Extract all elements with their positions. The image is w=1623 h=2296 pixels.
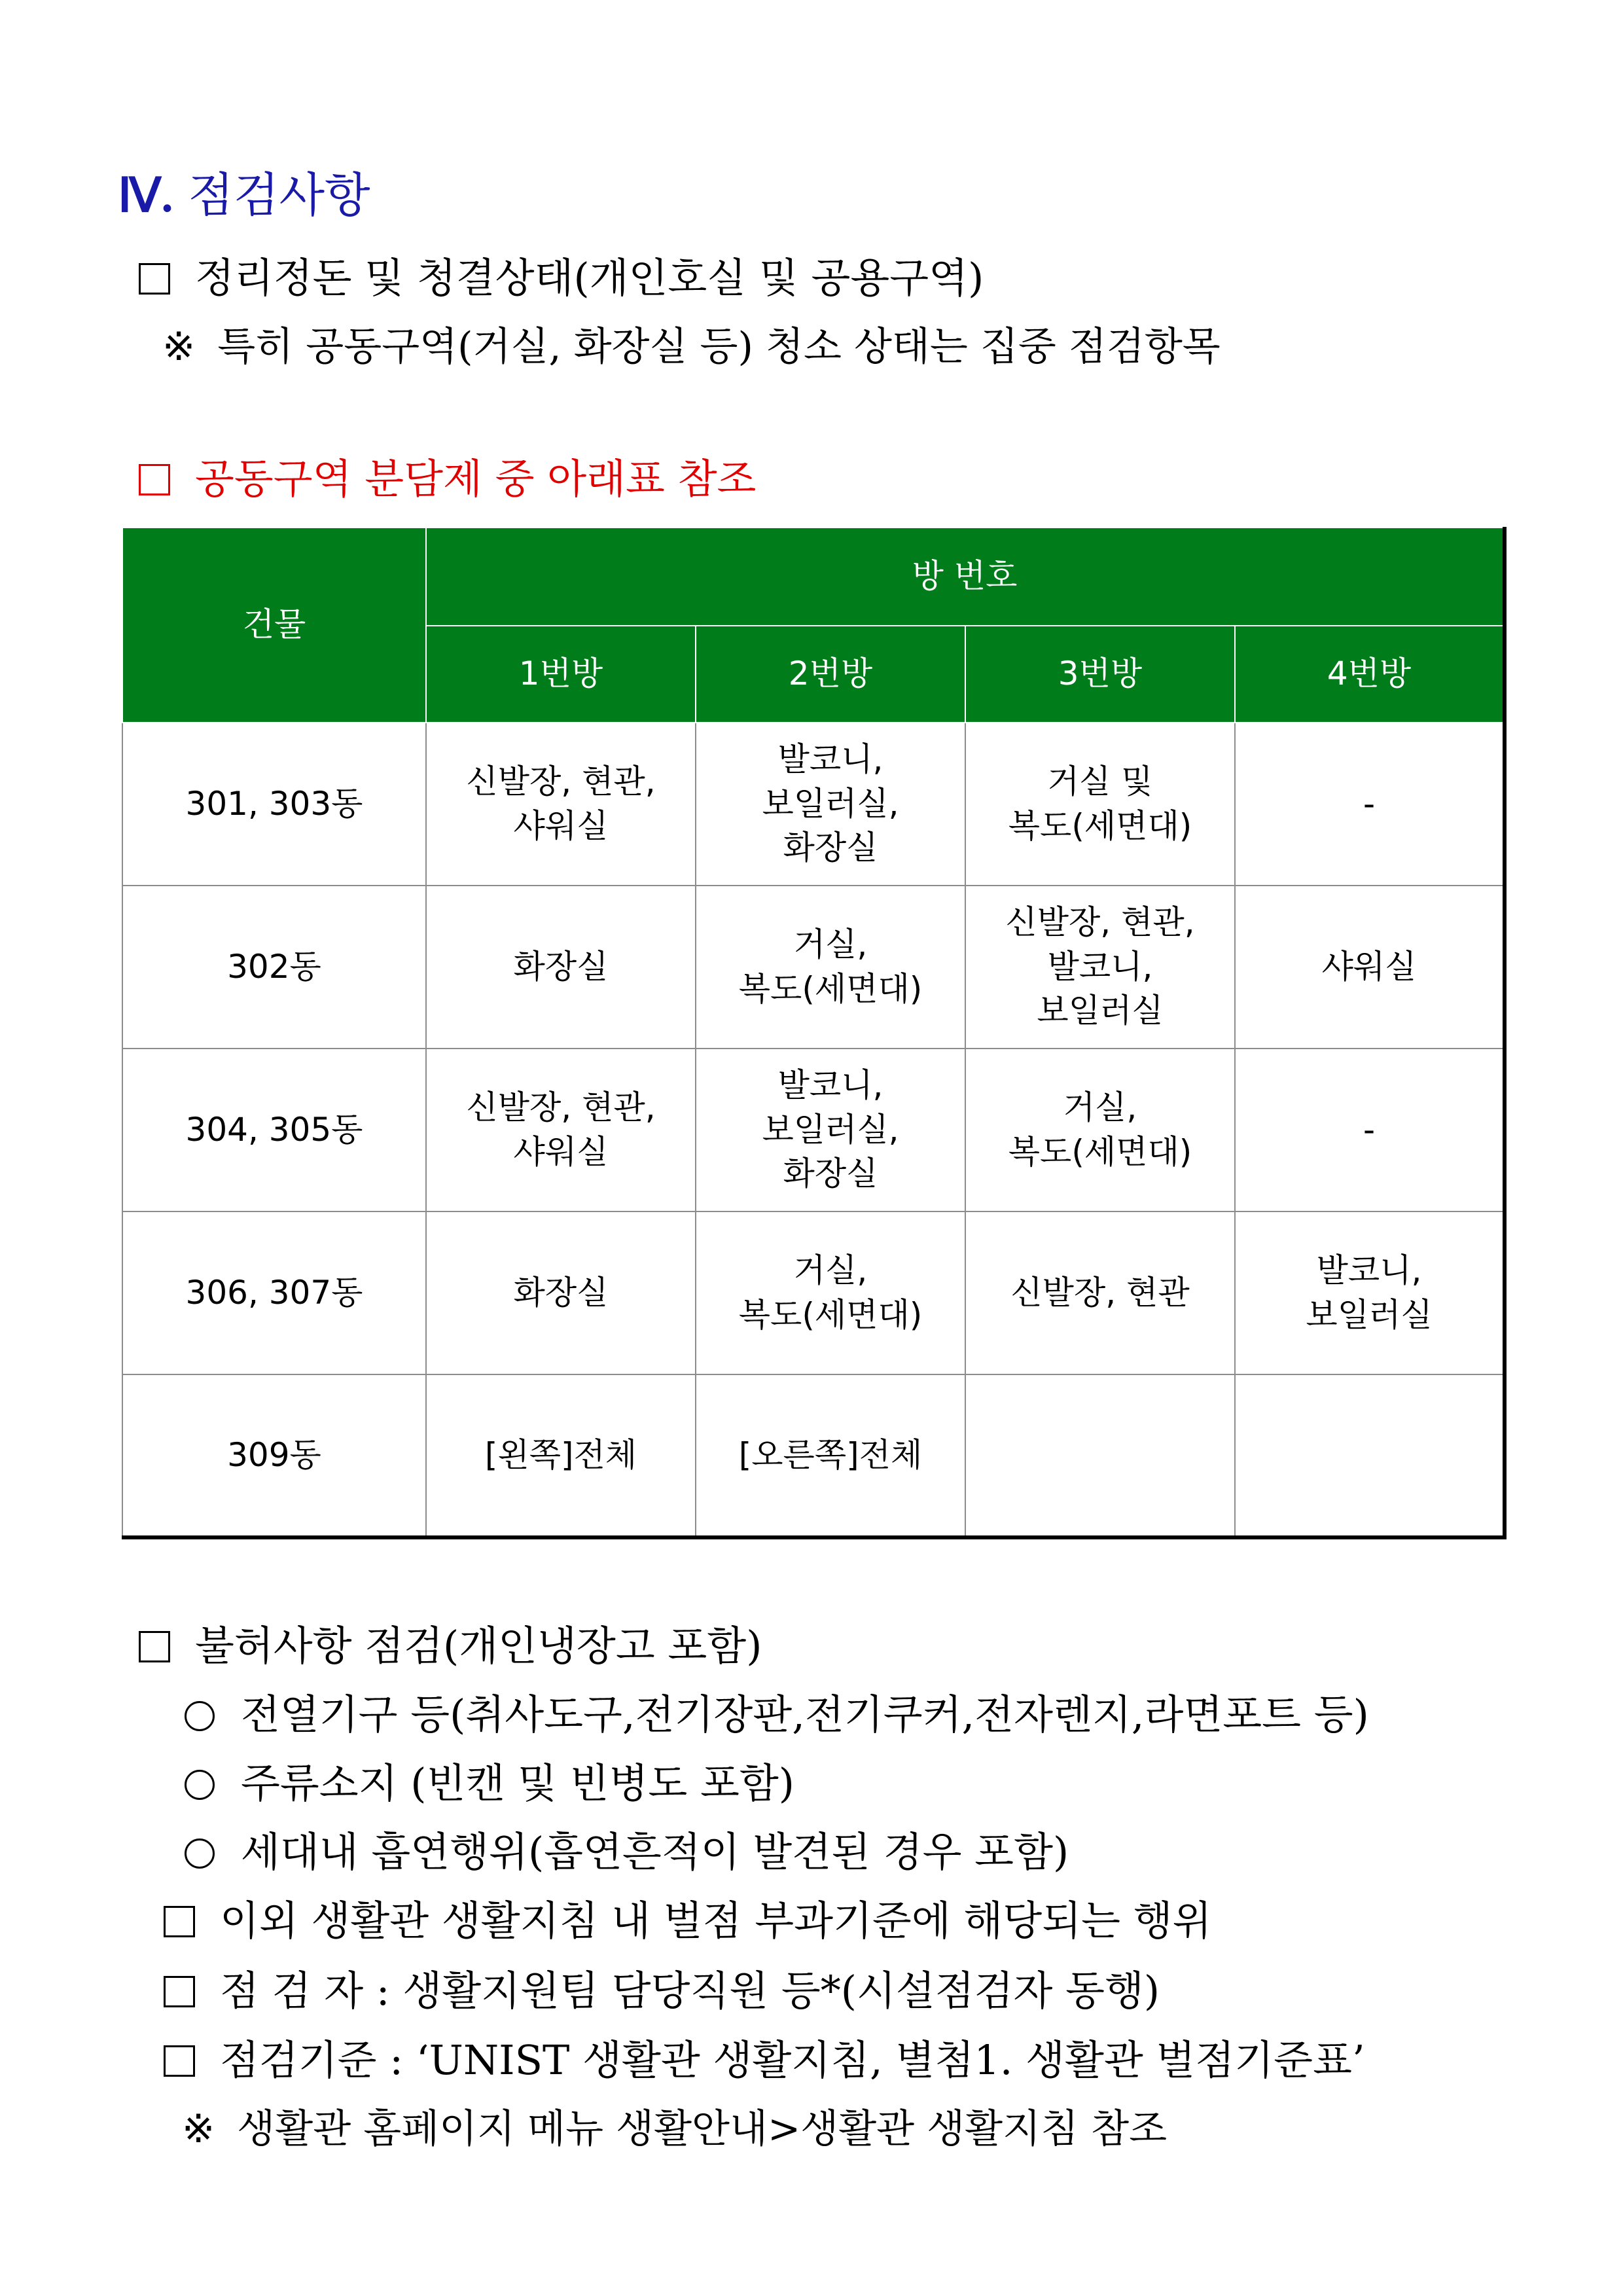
table-cell: [오른쪽]전체 (696, 1374, 965, 1537)
circle-bullet-icon (185, 1701, 215, 1731)
checkbox-icon (164, 1976, 195, 2007)
item-other-violations-text: 이외 생활관 생활지침 내 벌점 부과기준에 해당되는 행위 (220, 1897, 1212, 1945)
table-cell: 거실 및 복도(세면대) (965, 723, 1235, 886)
item-prohibited (139, 1613, 762, 1672)
table-cell: 신발장, 현관 (965, 1211, 1235, 1374)
table-cell (965, 1374, 1235, 1537)
item-other-violations (164, 1888, 1211, 1946)
table-row (122, 886, 1505, 1049)
building-header: 건물 (122, 528, 426, 723)
building-cell: 304, 305동 (122, 1049, 426, 1211)
sub-item (185, 1751, 794, 1809)
table-cell: 발코니, 보일러실, 화장실 (696, 1049, 965, 1211)
table-row (122, 1211, 1505, 1374)
sub-item (185, 1682, 1369, 1740)
table-cell (1235, 1374, 1505, 1537)
table-cell: 발코니, 보일러실, 화장실 (696, 723, 965, 886)
table-row (122, 723, 1505, 886)
table-row (122, 1049, 1505, 1211)
sub-item-text: 세대내 흡연행위(흡연흔적이 발견된 경우 포함) (241, 1828, 1069, 1876)
table-cell: 신발장, 현관, 발코니, 보일러실 (965, 886, 1235, 1049)
item-duty-table (139, 446, 756, 505)
note-common-area-text: 특히 공동구역(거실, 화장실 등) 청소 상태는 집중 점검항목 (217, 324, 1221, 370)
item-criteria (164, 2028, 1365, 2086)
circle-bullet-icon (185, 1839, 215, 1869)
checkbox-icon (164, 1906, 195, 1937)
reference-mark-icon: ※ (182, 2106, 215, 2152)
sub-item-text: 전열기구 등(취사도구,전기장판,전기쿠커,전자렌지,라면포트 등) (241, 1691, 1369, 1738)
table-cell: 거실, 복도(세면대) (696, 886, 965, 1049)
item-prohibited-text: 불허사항 점검(개인냉장고 포함) (195, 1622, 762, 1670)
item-criteria-text: 점검기준 : ‘UNIST 생활관 생활지침, 별첨1. 생활관 벌점기준표’ (220, 2036, 1365, 2084)
table-cell: 거실, 복도(세면대) (696, 1211, 965, 1374)
section-title-text: 점검사항 (188, 168, 370, 223)
table-row (122, 1374, 1505, 1537)
table-cell: - (1235, 1049, 1505, 1211)
note-homepage (182, 2098, 1167, 2154)
item-cleanliness (139, 245, 984, 304)
item-inspector (164, 1958, 1160, 2017)
checkbox-icon (139, 263, 170, 295)
circle-bullet-icon (185, 1770, 215, 1800)
section-numeral: Ⅳ. (118, 170, 173, 222)
room-number-header: 방 번호 (426, 528, 1505, 626)
building-cell: 301, 303동 (122, 723, 426, 886)
building-cell: 309동 (122, 1374, 426, 1537)
duty-table (122, 527, 1507, 1539)
section-title (118, 157, 370, 225)
reference-mark-icon: ※ (162, 324, 196, 370)
sub-item (185, 1820, 1069, 1878)
table-cell: 거실, 복도(세면대) (965, 1049, 1235, 1211)
checkbox-icon (139, 1631, 170, 1662)
item-duty-table-text: 공동구역 분담제 중 아래표 참조 (195, 455, 757, 503)
sub-item-text: 주류소지 (빈캔 및 빈병도 포함) (241, 1759, 794, 1807)
checkbox-icon (164, 2045, 195, 2077)
item-cleanliness-text: 정리정돈 및 청결상태(개인호실 및 공용구역) (195, 254, 984, 302)
table-cell: - (1235, 723, 1505, 886)
checkbox-icon (139, 464, 170, 495)
room-header: 2번방 (696, 626, 965, 723)
table-cell: 신발장, 현관, 샤워실 (426, 1049, 696, 1211)
item-inspector-text: 점 검 자 : 생활지원팀 담당직원 등*(시설점검자 동행) (220, 1967, 1160, 2015)
building-cell: 302동 (122, 886, 426, 1049)
note-homepage-text: 생활관 홈페이지 메뉴 생활안내>생활관 생활지침 참조 (237, 2106, 1168, 2152)
table-cell: 화장실 (426, 886, 696, 1049)
building-cell: 306, 307동 (122, 1211, 426, 1374)
room-header: 4번방 (1235, 626, 1505, 723)
table-cell: 신발장, 현관, 샤워실 (426, 723, 696, 886)
table-cell: 발코니, 보일러실 (1235, 1211, 1505, 1374)
note-common-area (162, 315, 1221, 372)
table-cell: 화장실 (426, 1211, 696, 1374)
room-header: 1번방 (426, 626, 696, 723)
table-cell: 샤워실 (1235, 886, 1505, 1049)
room-header: 3번방 (965, 626, 1235, 723)
table-cell: [왼쪽]전체 (426, 1374, 696, 1537)
